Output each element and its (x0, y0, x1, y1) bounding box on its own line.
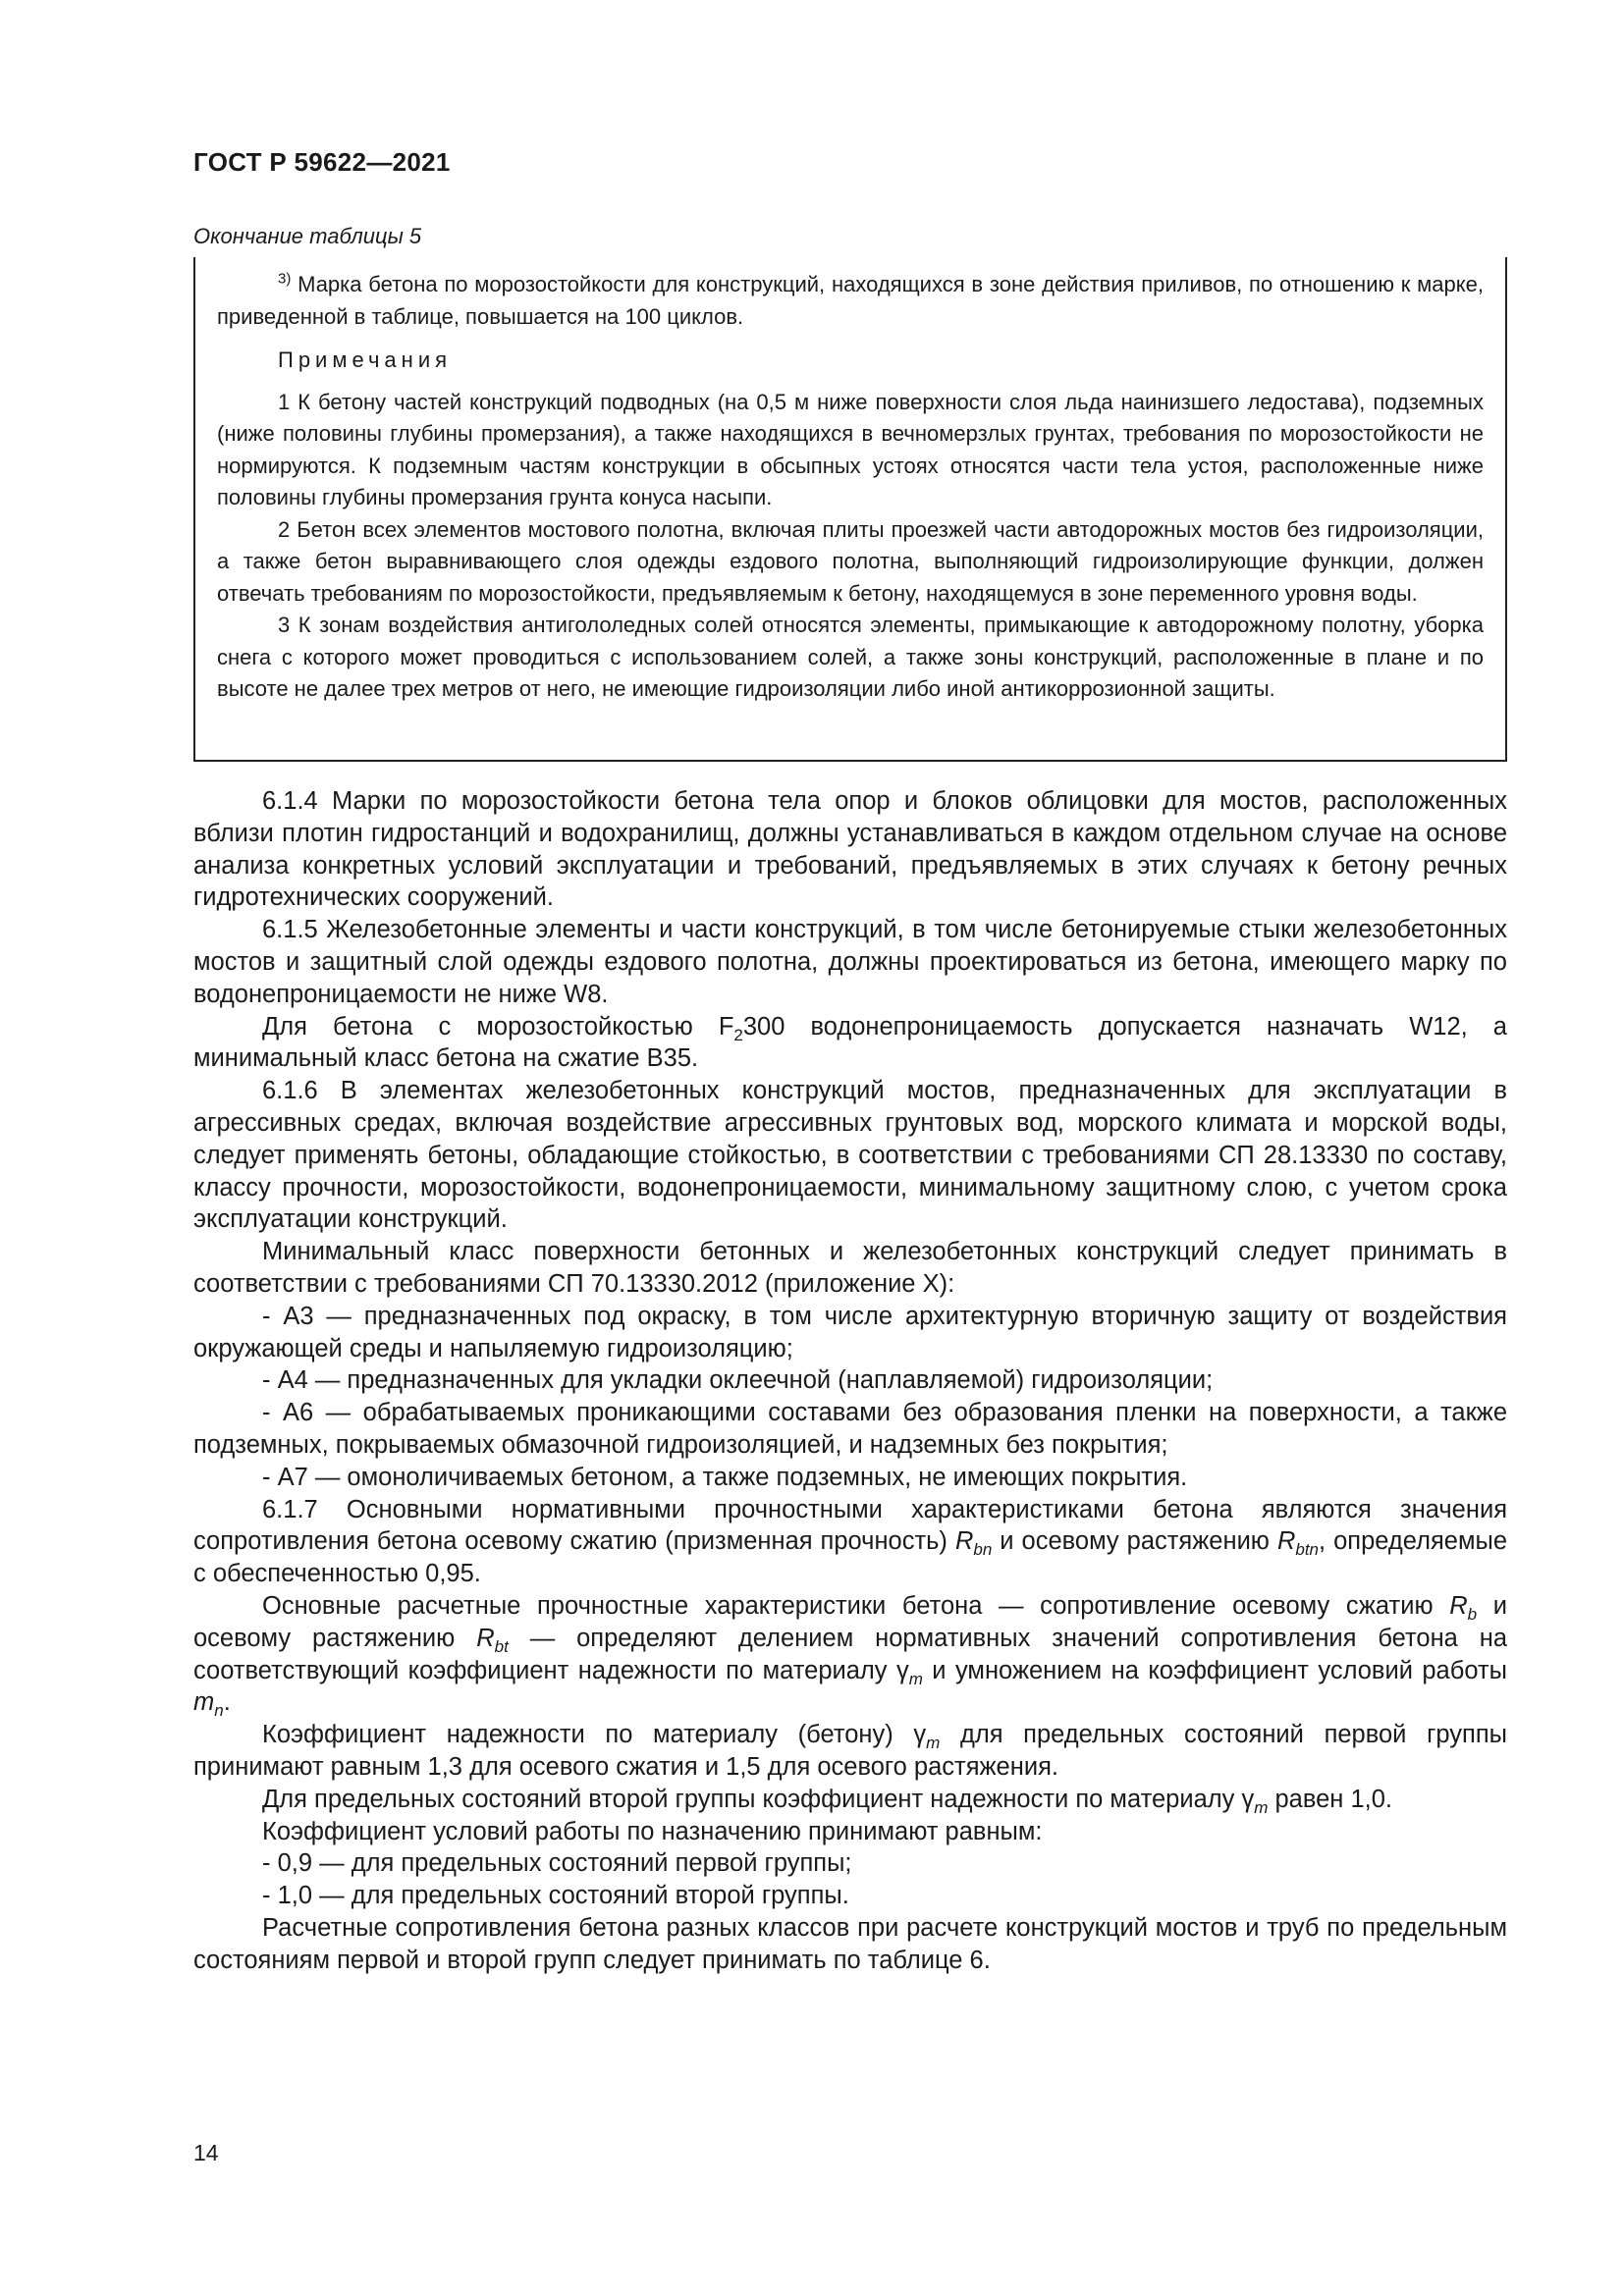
paragraph-6-1-5: 6.1.5 Железобетонные элементы и части конструкций, в том числе бетонируемые стыки железобетонных мостов и защитный слой одежды ездового полотна, должны проектироваться из бетона, имеющего марку по водонепроницаемости не ниже W8. (193, 916, 1507, 1008)
page-header: ГОСТ Р 59622—2021 (193, 147, 451, 177)
paragraph-table-6-ref: Расчетные сопротивления бетона разных классов при расчете конструкций мостов и труб по предельным состояниям первой и второй групп следует принимать по таблице 6. (193, 1913, 1507, 1974)
note-3: 3 К зонам воздействия антигололедных солей относятся элементы, примыкающие к автодорожному полотну, уборка снега с которого может проводиться с использованием солей, а также зоны конструкций, расположенные в плане и по высоте не далее трех метров от него, не имеющие гидроизоляции либо иной антикоррозионной защиты. (217, 613, 1484, 701)
table-caption: Окончание таблицы 5 (193, 224, 422, 248)
notes-box (193, 257, 1507, 762)
paragraph-6-1-7 (193, 1494, 1507, 1590)
list-item-a6: - А6 — обрабатываемых проникающими составами без образования пленки на поверхности, а также подземных, покрываемых обмазочной гидроизоляцией, и надземных без покрытия; (193, 1399, 1507, 1459)
text-run: 6.1.7 Основными нормативными прочностными характеристиками бетона являются значения сопротивления бетона осевому сжатию (призменная прочность) (193, 1495, 1507, 1556)
symbol-gamma: γ (1241, 1785, 1255, 1813)
body-text (193, 785, 1507, 1976)
paragraph-gamma-second-group (193, 1784, 1507, 1816)
symbol-gamma: γ (895, 1656, 909, 1684)
subscript: b (1467, 1605, 1478, 1625)
list-item-a4: - А4 — предназначенных для укладки оклеечной (наплавляемой) гидроизоляции; (262, 1366, 1214, 1395)
paragraph-f2-300 (193, 1011, 1507, 1076)
text-run: Основные расчетные прочностные характеристики бетона — сопротивление осевому сжатию (262, 1591, 1450, 1620)
list-item-0-9: - 0,9 — для предельных состояний первой группы; (262, 1849, 852, 1878)
paragraph-6-1-6: 6.1.6 В элементах железобетонных конструкций мостов, предназначенных для эксплуатации в агрессивных средах, включая воздействие агрессивных грунтовых вод, морского климата и морской воды, следует применять бетоны, обладающие стойкостью, в соответствии с требованиями СП 28.13330 по составу, классу прочности, морозостойкости, водонепроницаемости, минимальному защитному слою, с учетом срока эксплуатации конструкций. (193, 1077, 1507, 1234)
symbol-r: R (1276, 1527, 1296, 1556)
subscript: bt (494, 1636, 509, 1656)
text-run: — определяют делением нормативных значений сопротивления бетона на соответствующий коэффициент надежности по материалу (193, 1624, 1508, 1684)
symbol-r: R (954, 1527, 974, 1556)
subscript: bn (973, 1540, 993, 1560)
symbol-gamma: γ (913, 1721, 927, 1749)
symbol-r: R (1449, 1591, 1468, 1620)
note-2: 2 Бетон всех элементов мостового полотна, включая плиты проезжей части автодорожных мостов без гидроизоляции, а также бетон выравнивающего слоя одежды ездового полотна, выполняющий гидроизолирующие функции, должен отвечать требованиям по морозостойкости, предъявляемым к бетону, находящемуся в зоне переменного уровня воды. (217, 516, 1484, 606)
footnote-3 (217, 269, 1484, 333)
subscript: m (926, 1734, 941, 1753)
list-item-1-0: - 1,0 — для предельных состояний второй группы. (262, 1882, 849, 1910)
subscript: btn (1295, 1540, 1319, 1560)
subscript: m (908, 1669, 923, 1688)
text-run: . (223, 1688, 231, 1717)
paragraph-gamma-first-group (193, 1719, 1507, 1784)
text-run: 300 водонепроницаемость допускается назначать W12, а минимальный класс бетона на сжатие B35. (193, 1012, 1507, 1073)
page-number: 14 (193, 2140, 219, 2165)
text-run: Коэффициент надежности по материалу (бетону) (262, 1721, 914, 1749)
text-run: , определяемые с обеспеченностью 0,95. (193, 1527, 1508, 1588)
paragraph-design-strength (193, 1590, 1507, 1719)
footnote-mark: 3) (278, 270, 292, 288)
text-run: и осевому растяжению (193, 1591, 1507, 1652)
subscript: 2 (733, 1025, 743, 1044)
text-run: Для предельных состояний второй группы коэффициент надежности по материалу (262, 1785, 1242, 1813)
list-item-a3: - А3 — предназначенных под окраску, в том числе архитектурную вторичную защиту от воздействия окружающей среды и напыляемую гидроизоляцию; (193, 1302, 1507, 1362)
text-run: и умножением на коэффициент условий работы (922, 1656, 1507, 1684)
paragraph-6-1-4: 6.1.4 Марки по морозостойкости бетона тела опор и блоков облицовки для мостов, расположенных вблизи плотин гидростанций и водохранилищ, должны устанавливаться в каждом отдельном случае на основе анализа конкретных условий эксплуатации и требований, предъявляемых в этих случаях к бетону речных гидротехнических сооружений. (193, 787, 1507, 912)
note-1: 1 К бетону частей конструкций подводных (на 0,5 м ниже поверхности слоя льда наинизшего ледостава), подземных (ниже половины глубины промерзания), а также находящихся в вечномерзлых грунтах, требования по морозостойкости не нормируются. К подземным частям конструкции в обсыпных устоях относятся части тела устоя, расположенные ниже половины глубины промерзания грунта конуса насыпи. (217, 389, 1484, 509)
notes-heading: Примечания (278, 347, 453, 372)
list-item-a7: - А7 — омоноличиваемых бетоном, а также подземных, не имеющих покрытия. (262, 1463, 1188, 1491)
symbol-r: R (476, 1624, 495, 1652)
text-run: и осевому растяжению (992, 1527, 1277, 1556)
paragraph-work-coefficient: Коэффициент условий работы по назначению принимают равным: (262, 1817, 1043, 1845)
text-run: равен 1,0. (1268, 1785, 1392, 1813)
paragraph-min-class: Минимальный класс поверхности бетонных и железобетонных конструкций следует принимать в соответствии с требованиями СП 70.13330.2012 (приложение Х): (193, 1238, 1507, 1298)
subscript: n (214, 1701, 224, 1721)
text-run: Для бетона с морозостойкостью F (262, 1012, 734, 1041)
symbol-m: m (193, 1688, 215, 1717)
footnote-text: Марка бетона по морозостойкости для конструкций, находящихся в зоне действия приливов, по отношению к марке, приведенной в таблице, повышается на 100 циклов. (217, 272, 1484, 329)
text-run: для предельных состояний первой группы принимают равным 1,3 для осевого сжатия и 1,5 для осевого растяжения. (193, 1721, 1507, 1781)
subscript: m (1254, 1797, 1269, 1817)
